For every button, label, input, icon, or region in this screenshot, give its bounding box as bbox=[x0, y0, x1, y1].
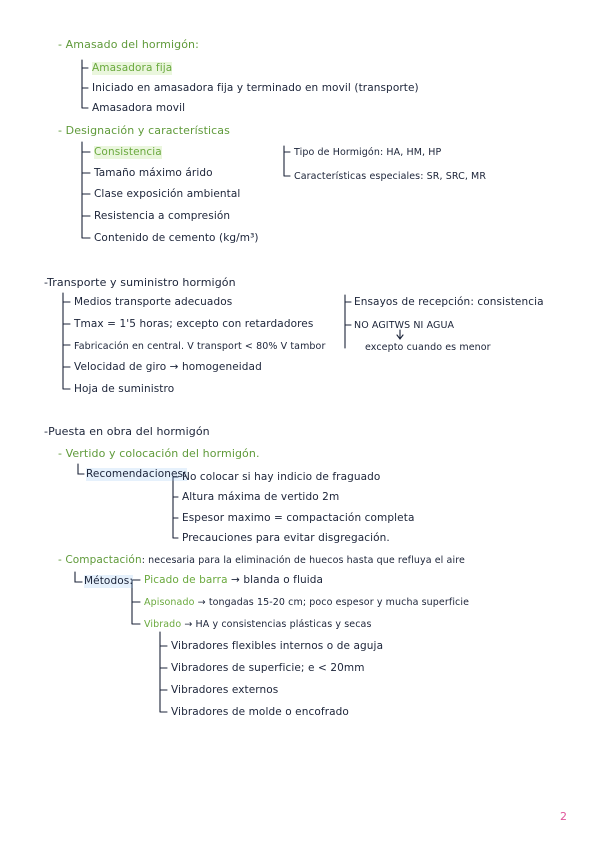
compactacion-rest: : necesaria para la eliminación de huecos hasta que refluya el aire bbox=[141, 555, 465, 566]
vibrador-2: Vibradores de superficie; e < 20mm bbox=[171, 662, 365, 674]
designacion-right-2: Características especiales: SR, SRC, MR bbox=[294, 171, 487, 182]
designacion-item-2: Tamaño máximo árido bbox=[94, 167, 213, 179]
transporte-right-3: excepto cuando es menor bbox=[365, 342, 491, 353]
transporte-item-2: Tmax = 1'5 horas; excepto con retardadores bbox=[74, 318, 314, 330]
transporte-right-1: Ensayos de recepción: consistencia bbox=[354, 296, 544, 308]
vertido-title: - Vertido y colocación del hormigón. bbox=[58, 447, 260, 460]
amasado-item-3: Amasadora movil bbox=[92, 102, 186, 114]
section-title-amasado: - Amasado del hormigón: bbox=[58, 38, 199, 51]
metodo-2: Apisonado → tongadas 15-20 cm; poco espesor y mucha superficie bbox=[144, 597, 470, 608]
metodo-3: Vibrado → HA y consistencias plásticas y secas bbox=[144, 619, 372, 630]
designacion-right-1: Tipo de Hormigón: HA, HM, HP bbox=[294, 147, 442, 158]
section-title-transporte: -Transporte y suministro hormigón bbox=[44, 276, 236, 289]
transporte-item-1: Medios transporte adecuados bbox=[74, 296, 233, 308]
recomendacion-2: Altura máxima de vertido 2m bbox=[182, 491, 340, 503]
transporte-item-3: Fabricación en central. V transport < 80% V tambor bbox=[74, 341, 326, 352]
transporte-item-5: Hoja de suministro bbox=[74, 383, 175, 395]
recomendacion-4: Precauciones para evitar disgregación. bbox=[182, 532, 390, 544]
compactacion-title: - Compactación: necesaria para la eliminación de huecos hasta que refluya el aire bbox=[58, 554, 465, 566]
amasado-item-1: Amasadora fija bbox=[92, 62, 173, 74]
designacion-item-1: Consistencia bbox=[94, 146, 162, 158]
transporte-item-4: Velocidad de giro → homogeneidad bbox=[74, 361, 262, 373]
recomendaciones-label: Recomendaciones: bbox=[86, 468, 187, 480]
section-title-designacion: - Designación y características bbox=[58, 124, 230, 137]
metodo-1: Picado de barra → blanda o fluida bbox=[144, 574, 324, 586]
metodos-label: Métodos: bbox=[84, 575, 133, 587]
page-number: 2 bbox=[560, 810, 568, 823]
vibrador-3: Vibradores externos bbox=[171, 684, 279, 696]
designacion-item-5: Contenido de cemento (kg/m³) bbox=[94, 232, 259, 244]
recomendacion-3: Espesor maximo = compactación completa bbox=[182, 512, 415, 524]
amasado-item-2: Iniciado en amasadora fija y terminado en movil (transporte) bbox=[92, 82, 419, 94]
section-title-puesta: -Puesta en obra del hormigón bbox=[44, 425, 210, 438]
designacion-item-3: Clase exposición ambiental bbox=[94, 188, 241, 200]
vibrador-1: Vibradores flexibles internos o de aguja bbox=[171, 640, 384, 652]
transporte-right-2: NO AGITWS NI AGUA bbox=[354, 320, 455, 331]
recomendacion-1: No colocar si hay indicio de fraguado bbox=[182, 471, 381, 483]
designacion-item-4: Resistencia a compresión bbox=[94, 210, 231, 222]
vibrador-4: Vibradores de molde o encofrado bbox=[171, 706, 349, 718]
